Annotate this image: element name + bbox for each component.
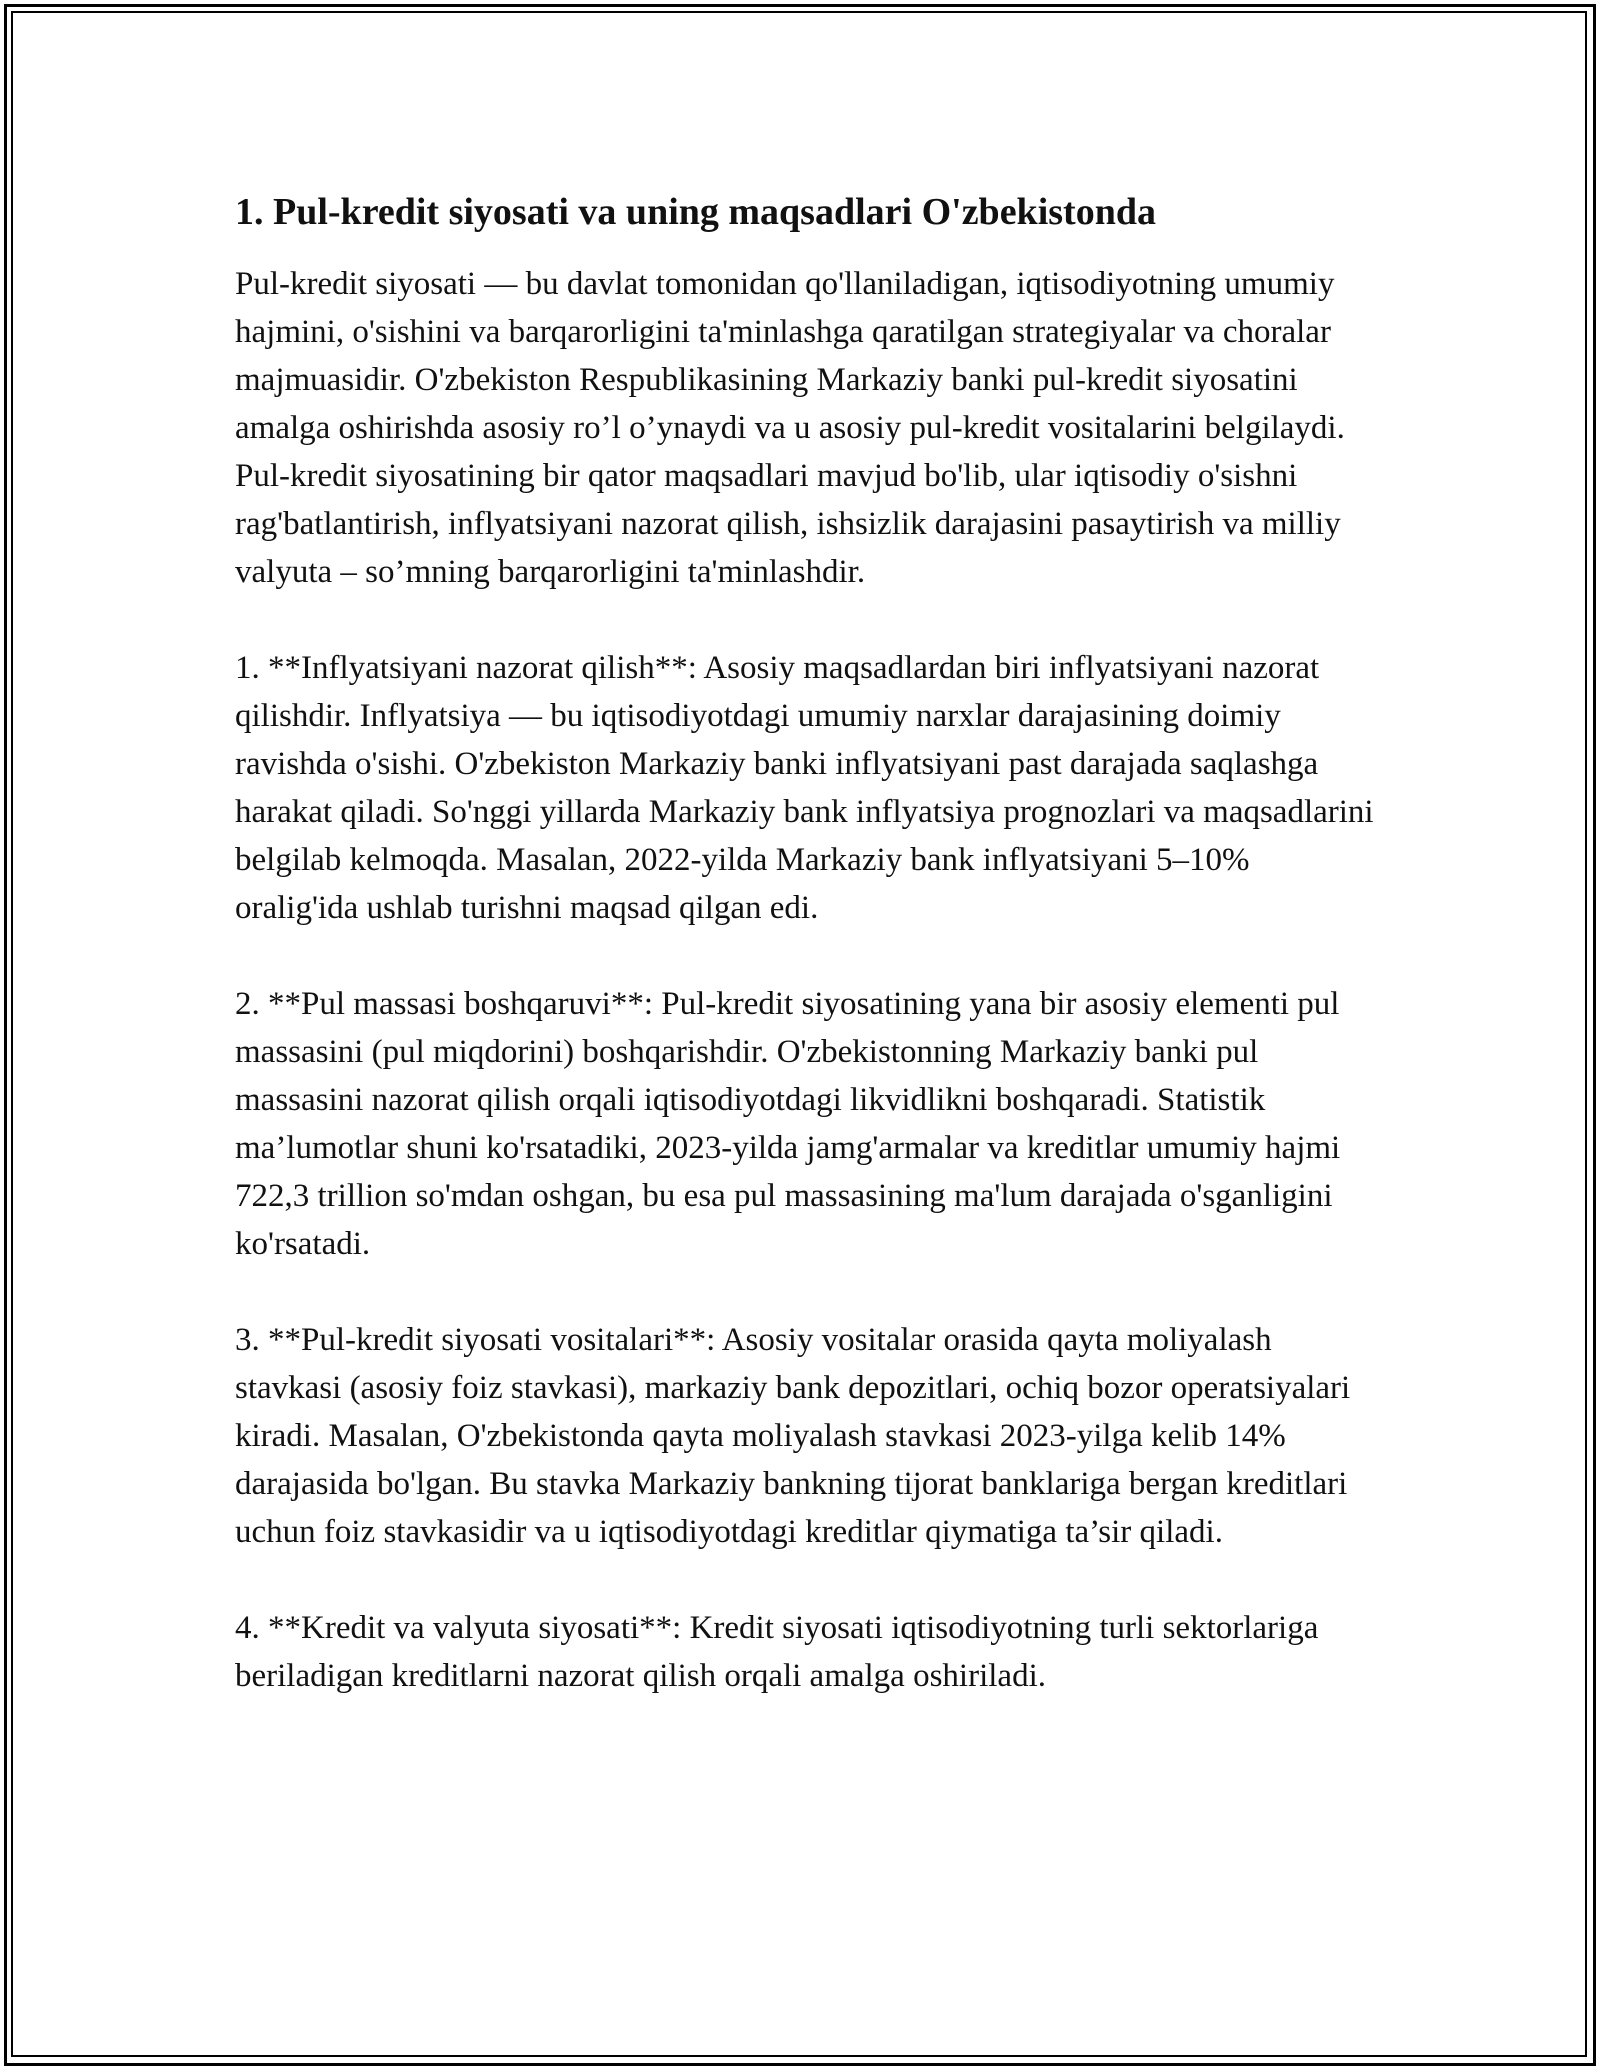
paragraph-inflation-control: 1. **Inflyatsiyani nazorat qilish**: Asosiy maqsadlardan biri inflyatsiyani nazorat qilishdir. Inflyatsiya — bu iqtisodiyotdagi umumiy narxlar darajasining doimiy ravishda o'sishi. O'zbekiston Markaziy banki inflyatsiyani past darajada saqlashga harakat qiladi. So'nggi yillarda Markaziy bank inflyatsiya prognozlari va maqsadlarini belgilab kelmoqda. Masalan, 2022-yilda Markaziy bank inflyatsiyani 5–10% oralig'ida ushlab turishni maqsad qilgan edi.: [235, 650, 1374, 926]
document-body: [235, 186, 1375, 1748]
paragraph-credit-currency-policy: 4. **Kredit va valyuta siyosati**: Kredit siyosati iqtisodiyotning turli sektorlariga beriladigan kreditlarni nazorat qilish orqali amalga oshiriladi.: [235, 1610, 1319, 1694]
paragraph-intro: Pul-kredit siyosati — bu davlat tomonidan qo'llaniladigan, iqtisodiyotning umumiy hajmini, o'sishini va barqarorligini ta'minlashga qaratilgan strategiyalar va choralar majmuasidir. O'zbekiston Respublikasining Markaziy banki pul-kredit siyosatini amalga oshirishda asosiy ro’l o’ynaydi va u asosiy pul-kredit vositalarini belgilaydi. Pul-kredit siyosatining bir qator maqsadlari mavjud bo'lib, ular iqtisodiy o'sishni rag'batlantirish, inflyatsiyani nazorat qilish, ishsizlik darajasini pasaytirish va milliy valyuta – so’mning barqarorligini ta'minlashdir.: [235, 266, 1345, 590]
page-title: 1. Pul-kredit siyosati va uning maqsadlari O'zbekistonda: [235, 191, 1156, 233]
paragraph-policy-instruments: 3. **Pul-kredit siyosati vositalari**: Asosiy vositalar orasida qayta moliyalash stavkasi (asosiy foiz stavkasi), markaziy bank depozitlari, ochiq bozor operatsiyalari kiradi. Masalan, O'zbekistonda qayta moliyalash stavkasi 2023-yilga kelib 14% darajasida bo'lgan. Bu stavka Markaziy bankning tijorat banklariga bergan kreditlari uchun foiz stavkasidir va u iqtisodiyotdagi kreditlar qiymatiga ta’sir qiladi.: [235, 1322, 1351, 1550]
paragraph-money-supply: 2. **Pul massasi boshqaruvi**: Pul-kredit siyosatining yana bir asosiy elementi pul massasini (pul miqdorini) boshqarishdir. O'zbekistonning Markaziy banki pul massasini nazorat qilish orqali iqtisodiyotdagi likvidlikni boshqaradi. Statistik ma’lumotlar shuni ko'rsatadiki, 2023-yilda jamg'armalar va kreditlar umumiy hajmi 722,3 trillion so'mdan oshgan, bu esa pul massasining ma'lum darajada o'sganligini ko'rsatadi.: [235, 986, 1341, 1262]
